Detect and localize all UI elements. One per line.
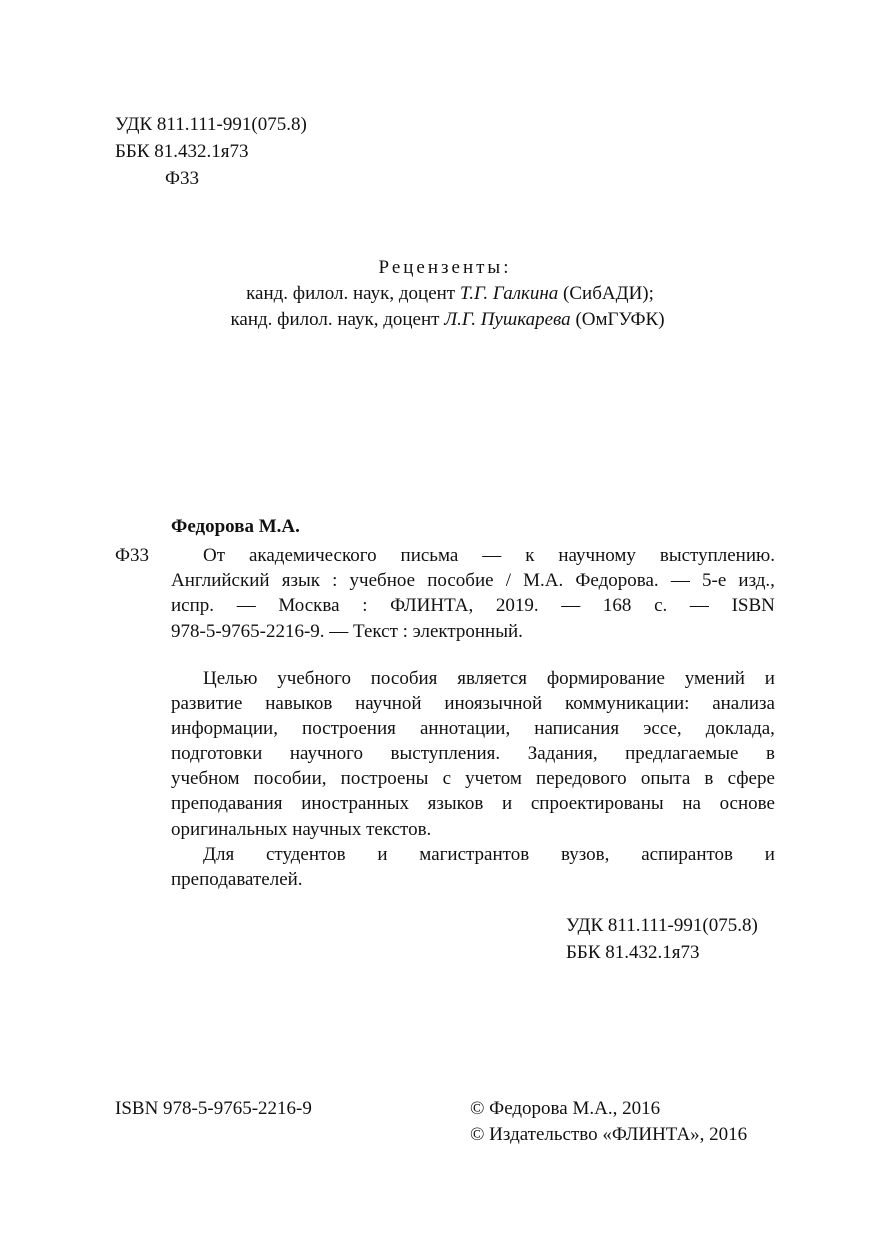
annotation-line-7: оригинальных научных текстов. bbox=[171, 819, 432, 840]
annotation-line-1 bbox=[203, 666, 775, 691]
word: коммуникации: bbox=[564, 693, 690, 714]
word: и bbox=[764, 844, 775, 865]
word: научному bbox=[558, 545, 636, 566]
word: испр. bbox=[171, 595, 215, 616]
word: учетом bbox=[465, 768, 522, 789]
word: научного bbox=[289, 743, 363, 764]
word: сфере bbox=[727, 768, 775, 789]
word: написания bbox=[534, 718, 620, 739]
word: Английский bbox=[171, 570, 270, 591]
word: эссе, bbox=[643, 718, 682, 739]
isbn: ISBN 978-5-9765-2216-9 bbox=[115, 1098, 312, 1119]
reviewer-2-suffix: (ОмГУФК) bbox=[570, 309, 665, 330]
bib-line-3 bbox=[171, 593, 775, 618]
word: : bbox=[332, 570, 338, 591]
annotation-line-8 bbox=[203, 842, 775, 867]
word: Целью bbox=[203, 668, 258, 689]
author-mark: Ф33 bbox=[165, 168, 200, 189]
word: в bbox=[765, 743, 775, 764]
annotation-line-6 bbox=[171, 791, 775, 816]
word: умений bbox=[684, 668, 745, 689]
copyright-author: © Федорова М.А., 2016 bbox=[470, 1098, 661, 1119]
bib-author: Федорова М.А. bbox=[171, 516, 300, 537]
word: От bbox=[203, 545, 226, 566]
word: вузов, bbox=[560, 844, 610, 865]
word: аннотации, bbox=[419, 718, 511, 739]
word: магистрантов bbox=[419, 844, 530, 865]
word: ISBN bbox=[731, 595, 775, 616]
word: 2019. bbox=[495, 595, 539, 616]
word: — bbox=[561, 595, 581, 616]
word: языков bbox=[427, 793, 484, 814]
annotation-line-9: преподавателей. bbox=[171, 869, 303, 890]
word: Федорова. bbox=[575, 570, 659, 591]
annotation-line-2 bbox=[171, 691, 775, 716]
word: : bbox=[362, 595, 368, 616]
word: построения bbox=[302, 718, 396, 739]
word: опыта bbox=[640, 768, 691, 789]
word: выступлению. bbox=[659, 545, 775, 566]
annotation-line-4 bbox=[171, 741, 775, 766]
word: иностранных bbox=[301, 793, 410, 814]
word: — bbox=[482, 545, 502, 566]
reviewer-1-prefix: канд. филол. наук, доцент bbox=[246, 283, 460, 304]
word: 5-е bbox=[702, 570, 727, 591]
word: с bbox=[442, 768, 451, 789]
word: и bbox=[502, 793, 513, 814]
bib-line-4: 978-5-9765-2216-9. — Текст : электронный. bbox=[171, 621, 523, 642]
word: — bbox=[689, 595, 709, 616]
word: анализа bbox=[712, 693, 775, 714]
word: Москва bbox=[278, 595, 340, 616]
reviewers-heading: Рецензенты: bbox=[378, 257, 512, 278]
reviewer-1 bbox=[0, 281, 875, 307]
word: М.А. bbox=[523, 570, 564, 591]
word: учебном bbox=[171, 768, 240, 789]
word: — bbox=[670, 570, 690, 591]
word: подготовки bbox=[171, 743, 263, 764]
word: с. bbox=[654, 595, 668, 616]
word: развитие bbox=[171, 693, 243, 714]
word: построены bbox=[340, 768, 429, 789]
word: студентов bbox=[265, 844, 346, 865]
word: к bbox=[525, 545, 535, 566]
word: преподавания bbox=[171, 793, 283, 814]
reviewer-1-suffix: (СибАДИ); bbox=[558, 283, 654, 304]
word: пособия bbox=[370, 668, 438, 689]
word: язык bbox=[281, 570, 320, 591]
word: передового bbox=[536, 768, 627, 789]
reviewer-1-name: Т.Г. Галкина bbox=[459, 283, 559, 304]
bib-line-1 bbox=[203, 543, 775, 568]
word: научной bbox=[355, 693, 422, 714]
bib-mark: Ф33 bbox=[115, 545, 150, 566]
annotation-line-3 bbox=[171, 716, 775, 741]
word: на bbox=[682, 793, 701, 814]
word: и bbox=[764, 668, 775, 689]
word: основе bbox=[719, 793, 775, 814]
word: Задания, bbox=[527, 743, 598, 764]
word: аспирантов bbox=[641, 844, 734, 865]
word: иноязычной bbox=[444, 693, 543, 714]
bib-line-2 bbox=[171, 568, 775, 593]
copyright-publisher: © Издательство «ФЛИНТА», 2016 bbox=[470, 1124, 748, 1145]
word: — bbox=[236, 595, 256, 616]
word: ФЛИНТА, bbox=[390, 595, 474, 616]
word: учебного bbox=[277, 668, 351, 689]
word: выступления. bbox=[390, 743, 501, 764]
word: / bbox=[505, 570, 511, 591]
word: формирование bbox=[546, 668, 665, 689]
word: Для bbox=[203, 844, 235, 865]
word: в bbox=[704, 768, 714, 789]
udk-code: УДК 811.111-991(075.8) bbox=[115, 114, 307, 135]
word: является bbox=[457, 668, 528, 689]
word: доклада, bbox=[705, 718, 775, 739]
word: изд., bbox=[738, 570, 775, 591]
reviewer-2-prefix: канд. филол. наук, доцент bbox=[230, 309, 445, 330]
bbk-code: ББК 81.432.1я73 bbox=[115, 141, 249, 162]
word: академического bbox=[248, 545, 377, 566]
word: информации, bbox=[171, 718, 278, 739]
udk-code-right: УДК 811.111-991(075.8) bbox=[566, 915, 758, 936]
bbk-code-right: ББК 81.432.1я73 bbox=[566, 942, 700, 963]
word: письма bbox=[400, 545, 459, 566]
word: учебное bbox=[349, 570, 416, 591]
word: и bbox=[377, 844, 388, 865]
annotation-line-5 bbox=[171, 766, 775, 791]
reviewer-2 bbox=[0, 307, 875, 333]
word: навыков bbox=[265, 693, 333, 714]
word: 168 bbox=[602, 595, 632, 616]
word: пособии, bbox=[253, 768, 327, 789]
word: предлагаемые bbox=[625, 743, 739, 764]
reviewer-2-name: Л.Г. Пушкарева bbox=[444, 309, 571, 330]
word: пособие bbox=[427, 570, 494, 591]
word: спроектированы bbox=[530, 793, 664, 814]
